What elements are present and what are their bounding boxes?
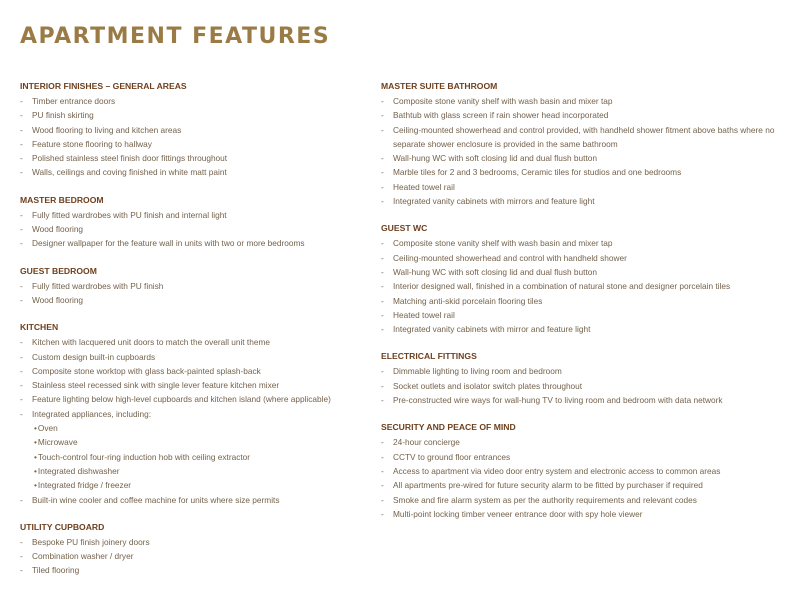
list-item: - Integrated appliances, including: xyxy=(20,408,152,419)
list-item: - Ceiling-mounted showerhead and control provided, with handheld shower fitment above baths where no separate shower enclosure is provided in the same bathroom xyxy=(381,124,775,149)
list-item: - Interior designed wall, finished in a combination of natural stone and designer porcelain tiles xyxy=(381,281,731,292)
list-item: - Feature stone flooring to hallway xyxy=(20,138,152,149)
list-item: - Smoke and fire alarm system as per the authority requirements and relevant codes xyxy=(381,494,697,505)
section-utility-cupboard xyxy=(20,521,370,578)
list-item: - Wood flooring xyxy=(20,224,84,235)
section-heading: MASTER BEDROOM xyxy=(20,194,104,205)
section-heading: SECURITY AND PEACE OF MIND xyxy=(381,422,516,433)
section-heading: INTERIOR FINISHES – GENERAL AREAS xyxy=(20,81,187,91)
list-item: - Built-in wine cooler and coffee machine for units where size permits xyxy=(20,494,280,505)
list-item: - Ceiling-mounted showerhead and control with handheld shower xyxy=(381,252,627,263)
section-guest-bedroom xyxy=(20,265,370,308)
right-column xyxy=(381,80,791,535)
section-electrical-fittings xyxy=(381,350,791,407)
list-item: - Composite stone vanity shelf with wash basin and mixer tap xyxy=(381,96,613,106)
sub-list-item: •Microwave xyxy=(34,437,78,448)
list-item: - Walls, ceilings and coving finished in white matt paint xyxy=(20,167,227,178)
list-item: - Wood flooring to living and kitchen areas xyxy=(20,124,182,135)
list-item: - PU finish skirting xyxy=(20,110,94,121)
list-item: - Composite stone vanity shelf with wash basin and mixer tap xyxy=(381,238,613,249)
list-item: - Tiled flooring xyxy=(20,565,80,576)
list-item: - Timber entrance doors xyxy=(20,96,116,106)
section-heading: GUEST BEDROOM xyxy=(20,265,97,276)
sub-list-item: •Integrated fridge / freezer xyxy=(34,480,132,491)
list-item: - Feature lighting below high-level cupboards and kitchen island (where applicable) xyxy=(20,394,331,405)
section-kitchen xyxy=(20,321,370,507)
section-heading: ELECTRICAL FITTINGS xyxy=(381,351,477,362)
list-item: - Multi-point locking timber veneer entrance door with spy hole viewer xyxy=(381,508,643,519)
list-item: - Marble tiles for 2 and 3 bedrooms, Ceramic tiles for studios and one bedrooms xyxy=(381,167,682,178)
section-heading: MASTER SUITE BATHROOM xyxy=(381,81,498,91)
section-interior-finishes xyxy=(20,80,370,180)
sub-list-item: •Oven xyxy=(34,423,58,434)
list-item: - Integrated vanity cabinets with mirrors and feature light xyxy=(381,196,595,207)
section-security xyxy=(381,421,791,521)
list-item: - Pre-constructed wire ways for wall-hung TV to living room and bedroom with data network xyxy=(381,395,723,406)
list-item: - Wood flooring xyxy=(20,294,84,305)
page-title: APARTMENT FEATURES xyxy=(20,24,331,49)
list-item: - Custom design built-in cupboards xyxy=(20,351,156,362)
left-column xyxy=(20,80,370,592)
sub-list-item: •Integrated dishwasher xyxy=(34,465,120,476)
list-item: - Designer wallpaper for the feature wall in units with two or more bedrooms xyxy=(20,238,305,249)
list-item: - Kitchen with lacquered unit doors to match the overall unit theme xyxy=(20,337,270,348)
list-item: - CCTV to ground floor entrances xyxy=(381,451,511,462)
list-item: - Bathtub with glass screen if rain shower head incorporated xyxy=(381,110,609,121)
list-item: - Stainless steel recessed sink with single lever feature kitchen mixer xyxy=(20,380,280,391)
list-item: - Heated towel rail xyxy=(381,309,455,320)
list-item: - Dimmable lighting to living room and bedroom xyxy=(381,366,562,377)
list-item: - Fully fitted wardrobes with PU finish xyxy=(20,280,164,291)
list-item: - Wall-hung WC with soft closing lid and dual flush button xyxy=(381,153,597,164)
section-master-suite-bathroom xyxy=(381,80,791,208)
list-item: - Access to apartment via video door entry system and electronic access to common areas xyxy=(381,465,721,476)
list-item: - Fully fitted wardrobes with PU finish and internal light xyxy=(20,209,227,220)
section-heading: UTILITY CUPBOARD xyxy=(20,521,105,532)
list-item: - Polished stainless steel finish door fittings throughout xyxy=(20,153,228,164)
list-item: - Heated towel rail xyxy=(381,181,455,192)
list-item: - 24-hour concierge xyxy=(381,437,460,448)
list-item: - All apartments pre-wired for future security alarm to be fitted by purchaser if required xyxy=(381,480,703,491)
list-item: - Matching anti-skid porcelain flooring tiles xyxy=(381,295,543,306)
list-item: - Combination washer / dryer xyxy=(20,551,134,562)
list-item: - Wall-hung WC with soft closing lid and dual flush button xyxy=(381,266,597,277)
list-item: - Bespoke PU finish joinery doors xyxy=(20,536,150,547)
section-master-bedroom xyxy=(20,194,370,251)
list-item: - Composite stone worktop with glass back-painted splash-back xyxy=(20,365,261,376)
section-heading: KITCHEN xyxy=(20,322,59,333)
list-item: - Socket outlets and isolator switch plates throughout xyxy=(381,380,583,391)
section-heading: GUEST WC xyxy=(381,223,428,234)
sub-list-item: •Touch-control four-ring induction hob with ceiling extractor xyxy=(34,451,251,462)
section-guest-wc xyxy=(381,222,791,336)
list-item: - Integrated vanity cabinets with mirror and feature light xyxy=(381,324,591,335)
